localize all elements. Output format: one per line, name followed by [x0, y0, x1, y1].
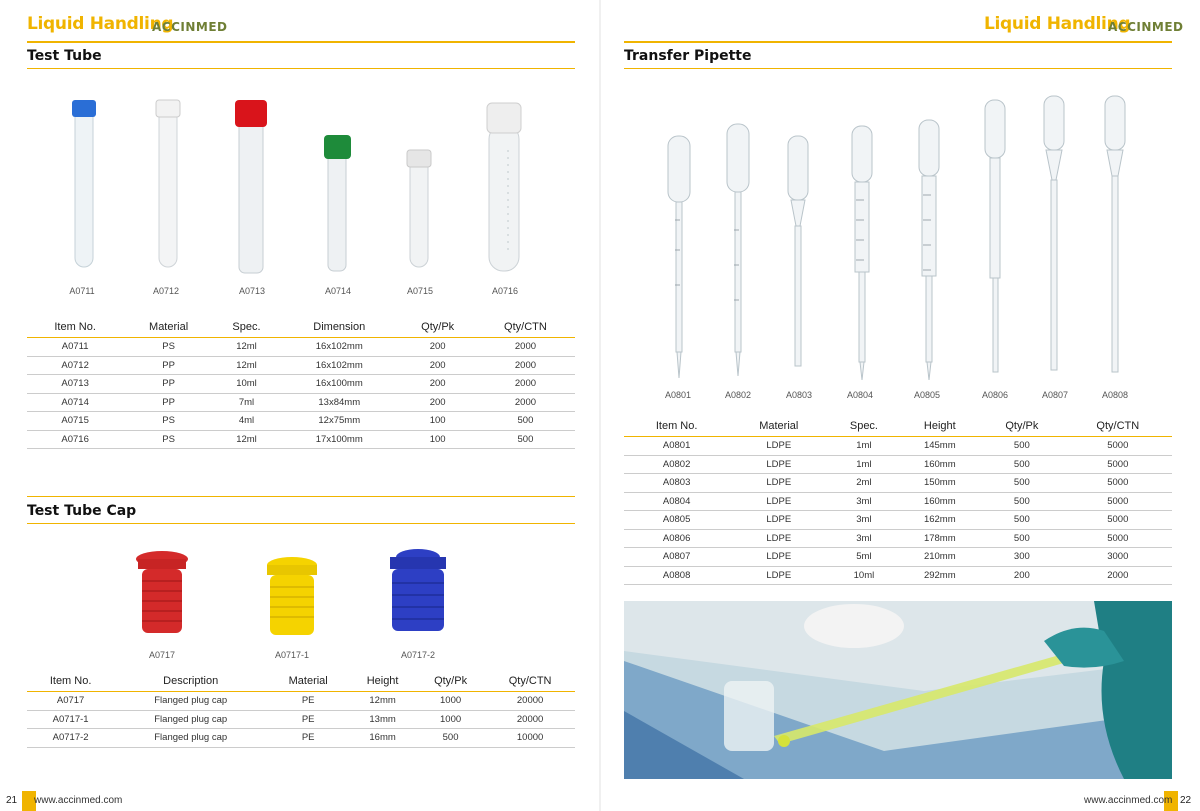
- table-cell: 500: [980, 492, 1064, 511]
- table-cell: 200: [399, 375, 475, 394]
- column-header: Description: [114, 671, 267, 692]
- column-header: Item No.: [27, 317, 123, 338]
- table-cell: A0714: [27, 393, 123, 412]
- header-divider: [624, 41, 1172, 43]
- product-label: A0717-2: [400, 650, 436, 660]
- product-label: A0711: [69, 286, 95, 296]
- table-cell: LDPE: [729, 474, 828, 493]
- column-header: Qty/Pk: [399, 317, 475, 338]
- table-cell: A0808: [624, 566, 729, 585]
- section-title-test-tube-cap: Test Tube Cap: [27, 503, 137, 519]
- pipette-a0803-image: [788, 136, 808, 366]
- test-tube-a0714-image: [324, 135, 351, 271]
- table-cell: LDPE: [729, 492, 828, 511]
- table-cell: 200: [980, 566, 1064, 585]
- table-cell: 3ml: [828, 529, 899, 548]
- table-row: [27, 356, 575, 375]
- table-cell: 3000: [1064, 548, 1172, 567]
- section-title-test-tube: Test Tube: [27, 48, 102, 64]
- section-divider: [27, 523, 575, 524]
- column-header: Qty/Pk: [416, 671, 485, 692]
- table-cell: PS: [123, 412, 214, 431]
- table-row: [27, 430, 575, 449]
- column-header: Material: [267, 671, 349, 692]
- table-cell: 2000: [476, 356, 575, 375]
- brand-logo: ACCINMED: [152, 20, 228, 34]
- table-cell: 13mm: [349, 710, 416, 729]
- table-cell: 150mm: [900, 474, 981, 493]
- table-cell: 500: [476, 412, 575, 431]
- table-cell: PE: [267, 710, 349, 729]
- table-cell: 292mm: [900, 566, 981, 585]
- table-header-row: [27, 317, 575, 338]
- table-header-row: [624, 416, 1172, 437]
- table-cell: 5000: [1064, 455, 1172, 474]
- table-cell: 16x102mm: [279, 356, 399, 375]
- column-header: Item No.: [624, 416, 729, 437]
- table-cell: 2000: [476, 393, 575, 412]
- product-label: A0806: [981, 390, 1009, 400]
- test-tube-a0716-image: [487, 103, 521, 271]
- table-cell: PE: [267, 692, 349, 711]
- product-label: A0805: [913, 390, 941, 400]
- table-cell: LDPE: [729, 455, 828, 474]
- cap-images: [120, 545, 460, 645]
- table-cell: LDPE: [729, 529, 828, 548]
- table-cell: A0806: [624, 529, 729, 548]
- table-cell: 17x100mm: [279, 430, 399, 449]
- section-divider: [624, 68, 1172, 69]
- table-cell: 500: [980, 474, 1064, 493]
- product-label: A0716: [491, 286, 519, 296]
- table-row: [27, 729, 575, 748]
- table-cell: A0712: [27, 356, 123, 375]
- table-cell: A0711: [27, 338, 123, 357]
- table-cell: 10ml: [828, 566, 899, 585]
- table-header-row: [27, 671, 575, 692]
- cap-a0717-1-image: [267, 557, 317, 635]
- table-cell: A0716: [27, 430, 123, 449]
- table-cell: 300: [980, 548, 1064, 567]
- column-header: Height: [900, 416, 981, 437]
- column-header: Qty/CTN: [485, 671, 575, 692]
- header-title: Liquid Handling: [984, 14, 1131, 34]
- page-number: 22: [1180, 795, 1192, 806]
- table-cell: 2000: [476, 375, 575, 394]
- lab-photo-illustration: [624, 601, 1172, 779]
- table-cell: 12ml: [214, 356, 279, 375]
- table-cell: 500: [980, 455, 1064, 474]
- table-cell: PS: [123, 338, 214, 357]
- table-cell: 145mm: [900, 437, 981, 456]
- table-cell: 500: [416, 729, 485, 748]
- header-divider: [27, 41, 575, 43]
- table-cell: 3ml: [828, 492, 899, 511]
- table-cell: Flanged plug cap: [114, 729, 267, 748]
- column-header: Spec.: [828, 416, 899, 437]
- table-cell: 5ml: [828, 548, 899, 567]
- cap-a0717-image: [136, 551, 188, 633]
- table-cell: 5000: [1064, 437, 1172, 456]
- section-title-transfer-pipette: Transfer Pipette: [624, 48, 752, 64]
- column-header: Material: [123, 317, 214, 338]
- table-cell: 10ml: [214, 375, 279, 394]
- table-cell: A0715: [27, 412, 123, 431]
- test-tube-images: [30, 95, 570, 280]
- cap-a0717-2-image: [390, 549, 446, 631]
- header-title: Liquid Handling: [27, 14, 174, 34]
- table-cell: A0805: [624, 511, 729, 530]
- table-cell: 500: [980, 511, 1064, 530]
- transfer-pipette-images: [640, 90, 1170, 385]
- product-label: A0808: [1101, 390, 1129, 400]
- table-cell: PP: [123, 375, 214, 394]
- table-row: [624, 548, 1172, 567]
- table-cell: 1000: [416, 692, 485, 711]
- table-row: [27, 692, 575, 711]
- test-tube-spec-table: [27, 317, 575, 449]
- product-label: A0714: [324, 286, 352, 296]
- table-cell: LDPE: [729, 511, 828, 530]
- table-cell: PP: [123, 393, 214, 412]
- table-row: [624, 492, 1172, 511]
- test-tube-a0715-image: [407, 150, 431, 267]
- table-cell: 160mm: [900, 455, 981, 474]
- table-cell: 210mm: [900, 548, 981, 567]
- pipette-a0806-image: [985, 100, 1005, 372]
- table-cell: 12ml: [214, 338, 279, 357]
- table-cell: A0804: [624, 492, 729, 511]
- column-header: Material: [729, 416, 828, 437]
- table-row: [624, 566, 1172, 585]
- table-cell: A0803: [624, 474, 729, 493]
- product-label: A0802: [724, 390, 752, 400]
- table-cell: 7ml: [214, 393, 279, 412]
- column-header: Item No.: [27, 671, 114, 692]
- footer-url: www.accinmed.com: [1084, 795, 1173, 806]
- table-cell: 16mm: [349, 729, 416, 748]
- test-tube-a0713-image: [235, 100, 267, 273]
- table-cell: 16x100mm: [279, 375, 399, 394]
- table-cell: A0801: [624, 437, 729, 456]
- table-cell: LDPE: [729, 548, 828, 567]
- table-row: [624, 474, 1172, 493]
- table-cell: 12x75mm: [279, 412, 399, 431]
- product-label: A0807: [1041, 390, 1069, 400]
- table-cell: PE: [267, 729, 349, 748]
- table-cell: 2000: [1064, 566, 1172, 585]
- test-tube-a0712-image: [156, 100, 180, 267]
- table-cell: 5000: [1064, 511, 1172, 530]
- column-header: Qty/CTN: [1064, 416, 1172, 437]
- footer-url: www.accinmed.com: [34, 795, 123, 806]
- product-label: A0801: [664, 390, 692, 400]
- test-tube-a0711-image: [72, 100, 96, 267]
- table-cell: 1ml: [828, 437, 899, 456]
- table-cell: LDPE: [729, 566, 828, 585]
- test-tube-cap-spec-table: [27, 671, 575, 748]
- table-cell: 5000: [1064, 492, 1172, 511]
- table-cell: 500: [980, 529, 1064, 548]
- table-row: [27, 338, 575, 357]
- table-cell: 200: [399, 338, 475, 357]
- table-row: [624, 455, 1172, 474]
- pipette-a0805-image: [919, 120, 939, 380]
- table-cell: Flanged plug cap: [114, 710, 267, 729]
- transfer-pipette-spec-table: [624, 416, 1172, 585]
- product-label: A0712: [152, 286, 180, 296]
- pipette-a0808-image: [1105, 96, 1125, 372]
- table-cell: PP: [123, 356, 214, 375]
- table-cell: 1ml: [828, 455, 899, 474]
- table-cell: A0802: [624, 455, 729, 474]
- table-cell: 200: [399, 393, 475, 412]
- table-cell: 13x84mm: [279, 393, 399, 412]
- table-cell: A0717-2: [27, 729, 114, 748]
- table-cell: 3ml: [828, 511, 899, 530]
- pipette-a0804-image: [852, 126, 872, 380]
- page-number: 21: [6, 795, 18, 806]
- product-label: A0804: [846, 390, 874, 400]
- table-cell: 100: [399, 412, 475, 431]
- table-cell: 500: [476, 430, 575, 449]
- table-cell: 162mm: [900, 511, 981, 530]
- table-cell: 5000: [1064, 529, 1172, 548]
- table-cell: 100: [399, 430, 475, 449]
- table-cell: 12ml: [214, 430, 279, 449]
- table-cell: A0717: [27, 692, 114, 711]
- table-cell: 10000: [485, 729, 575, 748]
- table-cell: 2000: [476, 338, 575, 357]
- table-row: [27, 710, 575, 729]
- table-row: [27, 393, 575, 412]
- column-header: Dimension: [279, 317, 399, 338]
- section-divider: [27, 496, 575, 497]
- column-header: Qty/CTN: [476, 317, 575, 338]
- table-cell: A0713: [27, 375, 123, 394]
- pipette-a0801-image: [668, 136, 690, 378]
- table-cell: 16x102mm: [279, 338, 399, 357]
- table-cell: 20000: [485, 710, 575, 729]
- table-cell: 160mm: [900, 492, 981, 511]
- brand-logo: ACCINMED: [1108, 20, 1184, 34]
- column-header: Spec.: [214, 317, 279, 338]
- table-cell: 1000: [416, 710, 485, 729]
- table-cell: 2ml: [828, 474, 899, 493]
- pipette-a0802-image: [727, 124, 749, 376]
- section-divider: [27, 68, 575, 69]
- lab-photo: [624, 601, 1172, 779]
- table-cell: LDPE: [729, 437, 828, 456]
- table-row: [27, 412, 575, 431]
- pipette-a0807-image: [1044, 96, 1064, 370]
- product-label: A0713: [238, 286, 266, 296]
- table-row: [27, 375, 575, 394]
- table-cell: 4ml: [214, 412, 279, 431]
- column-header: Qty/Pk: [980, 416, 1064, 437]
- product-label: A0715: [406, 286, 434, 296]
- table-row: [624, 529, 1172, 548]
- table-cell: 12mm: [349, 692, 416, 711]
- table-row: [624, 511, 1172, 530]
- product-label: A0717-1: [274, 650, 310, 660]
- table-cell: 500: [980, 437, 1064, 456]
- table-cell: 5000: [1064, 474, 1172, 493]
- product-label: A0717: [148, 650, 176, 660]
- table-cell: PS: [123, 430, 214, 449]
- table-cell: A0807: [624, 548, 729, 567]
- table-cell: 200: [399, 356, 475, 375]
- table-cell: 178mm: [900, 529, 981, 548]
- table-cell: 20000: [485, 692, 575, 711]
- column-header: Height: [349, 671, 416, 692]
- product-label: A0803: [785, 390, 813, 400]
- table-cell: Flanged plug cap: [114, 692, 267, 711]
- table-cell: A0717-1: [27, 710, 114, 729]
- table-row: [624, 437, 1172, 456]
